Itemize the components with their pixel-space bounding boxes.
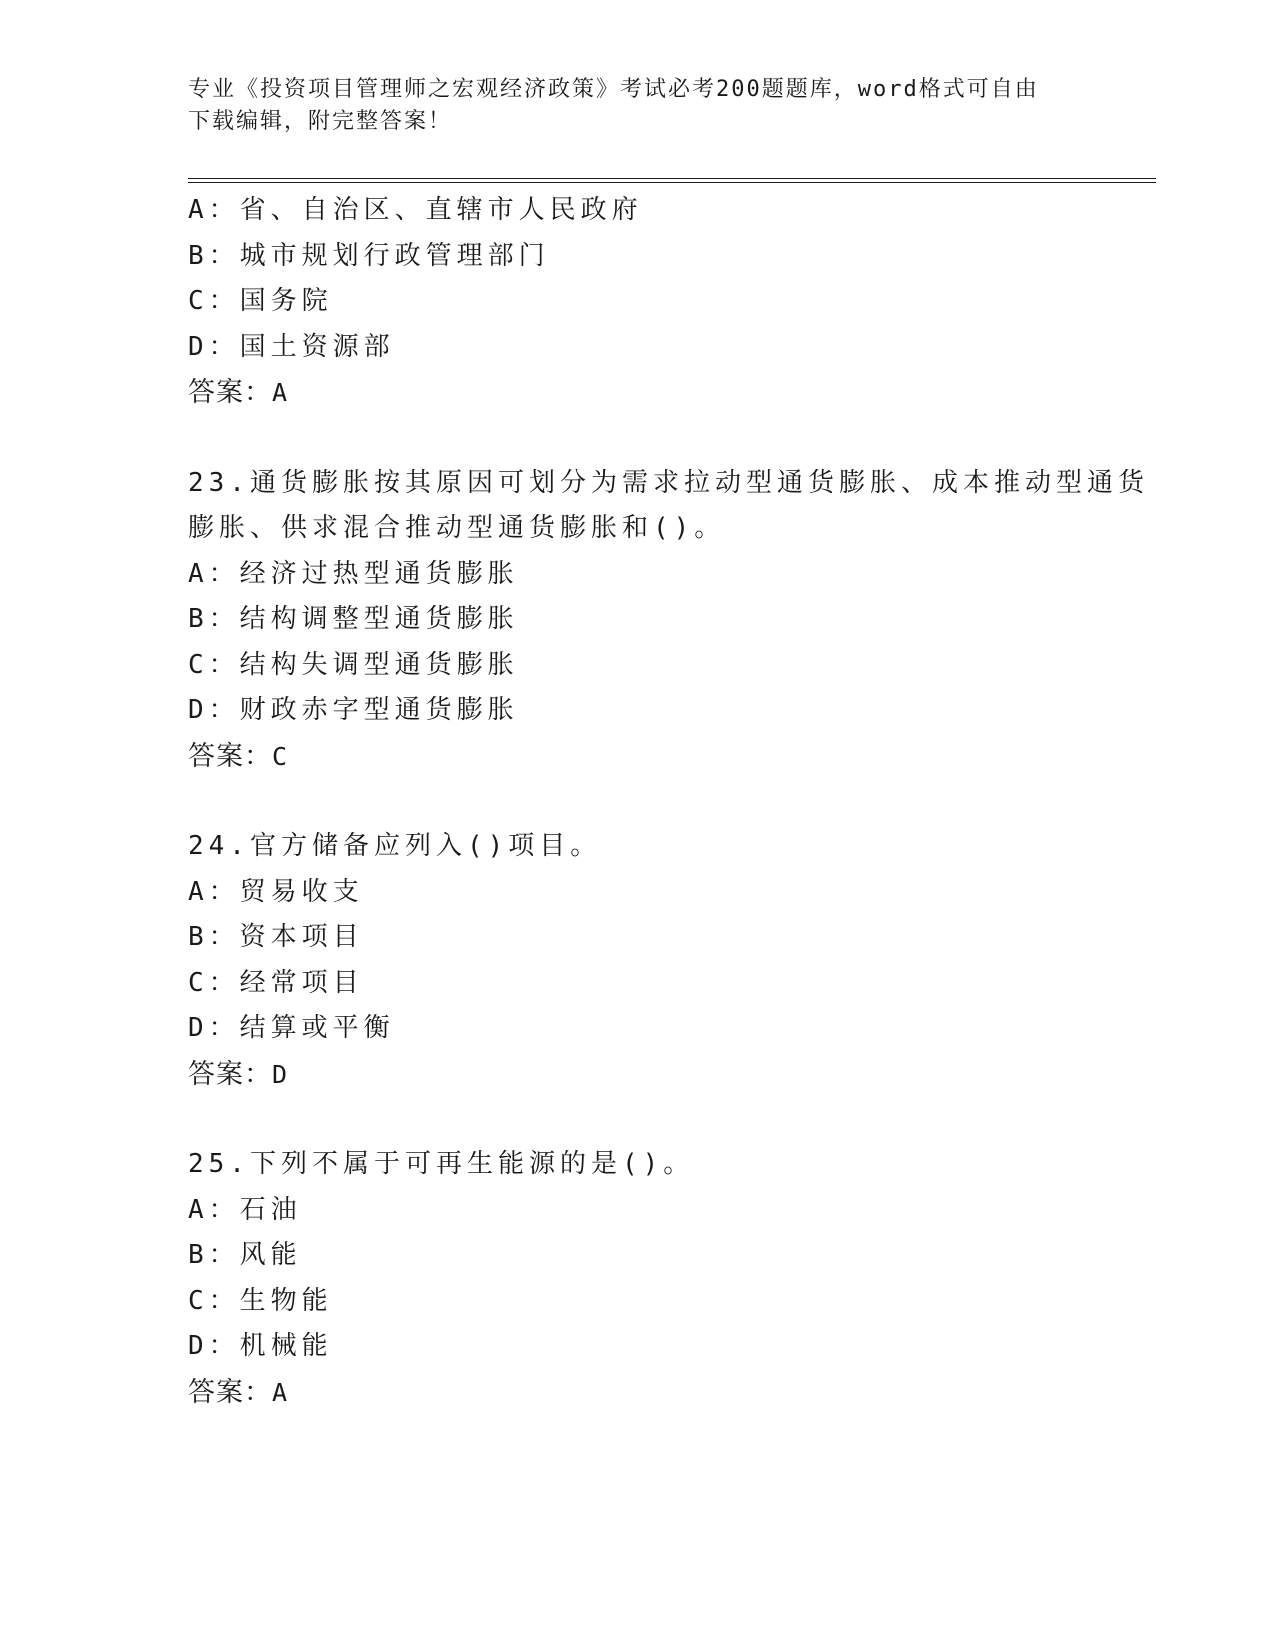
question-text-line-1: 24.官方储备应列入()项目。 xyxy=(188,831,602,861)
option-c: C：国务院 xyxy=(188,286,333,316)
question-text-line-1: 23.通货膨胀按其原因可划分为需求拉动型通货膨胀、成本推动型通货 xyxy=(188,467,1149,498)
answer-value: A xyxy=(272,1377,289,1407)
question-text-line-2: 膨胀、供求混合推动型通货膨胀和()。 xyxy=(188,513,726,543)
document-header xyxy=(188,74,1088,138)
option-c: C：结构失调型通货膨胀 xyxy=(188,649,519,680)
question-list xyxy=(188,188,1156,1415)
answer-label: 答案： xyxy=(188,740,272,772)
answer-line xyxy=(188,1052,1156,1098)
option-a: A：省、自治区、直辖市人民政府 xyxy=(188,195,643,225)
answer-value: D xyxy=(272,1059,289,1089)
question-text-line-1: 25.下列不属于可再生能源的是()。 xyxy=(188,1149,695,1179)
header-divider xyxy=(188,178,1156,183)
answer-line xyxy=(188,1370,1156,1416)
option-b: B：资本项目 xyxy=(188,922,364,952)
header-line-2: 下载编辑，附完整答案！ xyxy=(188,109,453,134)
option-b: B：风能 xyxy=(188,1240,302,1270)
option-b: B：结构调整型通货膨胀 xyxy=(188,604,519,634)
option-b: B：城市规划行政管理部门 xyxy=(188,240,550,271)
option-d: D：国土资源部 xyxy=(188,331,395,362)
question-24 xyxy=(188,824,1156,1097)
answer-line xyxy=(188,370,1156,416)
option-c: C：生物能 xyxy=(188,1285,333,1316)
option-d: D：机械能 xyxy=(188,1331,333,1361)
header-line-1: 专业《投资项目管理师之宏观经济政策》考试必考200题题库，word格式可自由 xyxy=(188,77,1039,102)
spacer xyxy=(188,1097,1156,1142)
question-25 xyxy=(188,1142,1156,1415)
option-a: A：经济过热型通货膨胀 xyxy=(188,558,519,589)
spacer xyxy=(188,416,1156,461)
answer-value: A xyxy=(272,378,289,407)
option-d: D：结算或平衡 xyxy=(188,1013,395,1043)
answer-line xyxy=(188,734,1156,780)
answer-label: 答案： xyxy=(188,377,272,408)
answer-label: 答案： xyxy=(188,1058,272,1090)
option-d: D：财政赤字型通货膨胀 xyxy=(188,695,519,725)
question-22 xyxy=(188,188,1156,416)
option-a: A：石油 xyxy=(188,1194,302,1225)
option-a: A：贸易收支 xyxy=(188,876,364,907)
answer-value: C xyxy=(272,741,289,771)
spacer xyxy=(188,779,1156,824)
option-c: C：经常项目 xyxy=(188,967,364,998)
question-23 xyxy=(188,461,1156,780)
answer-label: 答案： xyxy=(188,1376,272,1408)
